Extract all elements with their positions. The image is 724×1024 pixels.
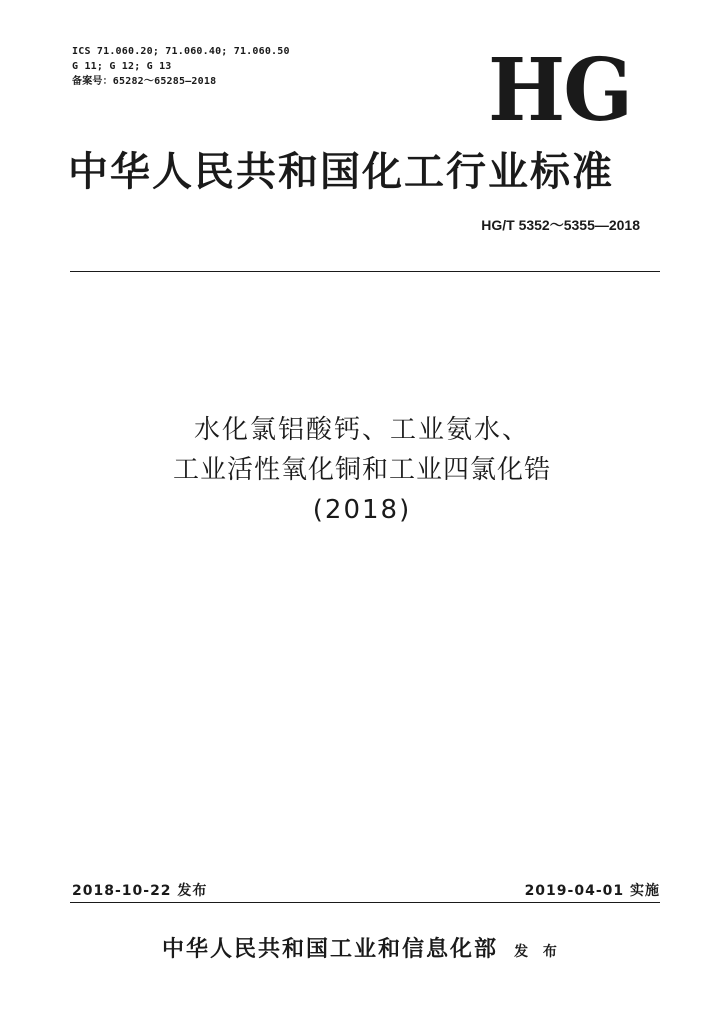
publisher-line	[0, 932, 724, 963]
header-divider	[70, 271, 660, 272]
standard-category-title: 中华人民共和国化工行业标准	[68, 149, 614, 195]
publish-label: 发 布	[514, 944, 562, 960]
implementation-date: 2019-04-01 实施	[524, 883, 660, 899]
publisher-name: 中华人民共和国工业和信息化部	[162, 937, 499, 962]
standard-number: HG/T 5352～5355—2018	[481, 217, 640, 233]
ics-code: ICS 71.060.20; 71.060.40; 71.060.50	[72, 46, 290, 57]
document-title-line-3: (2018)	[312, 495, 412, 525]
ccs-code: G 11; G 12; G 13	[72, 61, 172, 72]
classification-block	[72, 44, 290, 89]
hg-logo: HG	[488, 40, 632, 141]
document-title	[62, 410, 662, 530]
issue-date: 2018-10-22 发布	[72, 883, 208, 899]
filing-number: 备案号：65282～65285—2018	[72, 76, 217, 87]
footer-divider	[70, 902, 660, 903]
document-title-line-2: 工业活性氧化铜和工业四氯化锆	[172, 455, 551, 485]
document-title-line-1: 水化氯铝酸钙、工业氨水、	[193, 415, 530, 445]
